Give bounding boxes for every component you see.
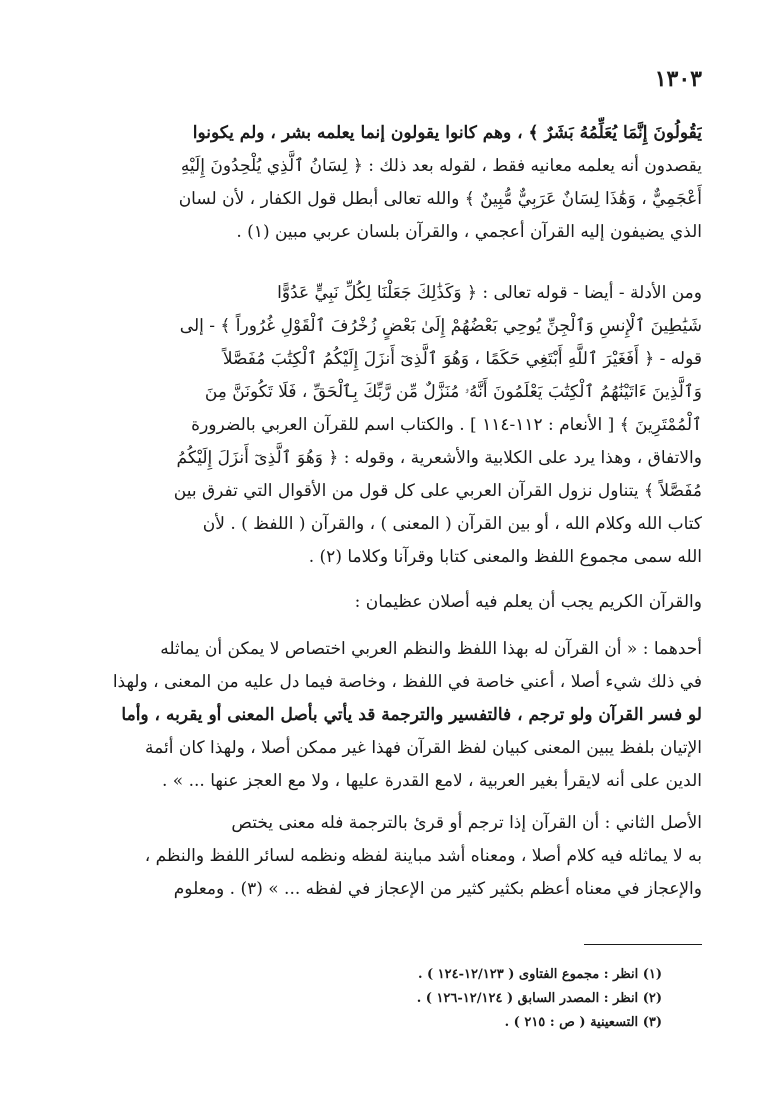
text-line: الله سمى مجموع اللفظ والمعنى كتابا وقرآنا وكلاما (٢) . — [308, 547, 702, 567]
text-line: ومن الأدلة - أيضا - قوله تعالى : ﴿ وَكَذَٰلِكَ جَعَلْنَا لِكُلِّ نَبِيٍّ عَدُوًّا — [277, 283, 702, 303]
book-page — [66, 0, 702, 1111]
text-line: كتاب الله وكلام الله ، أو بين القرآن ( المعنى ) ، والقرآن ( اللفظ ) . لأن — [202, 514, 702, 534]
text-line: به لا يماثله فيه كلام أصلا ، ومعناه أشد مباينة لفظه ونظمه لسائر اللفظ والنظم ، — [144, 846, 702, 866]
text-line: وَٱلَّذِينَ ءَاتَيْنَٰهُمُ ٱلْكِتَٰبَ يَعْلَمُونَ أَنَّهُۥ مُنَزَّلٌ مِّن رَّبِّكَ بِٱلْحَقِّ ، فَلَا تَكُونَنَّ مِنَ — [204, 382, 702, 402]
text-line: مُفَصَّلاً ﴾ يتناول نزول القرآن العربي على كل قول من الأقوال التي تفرق بين — [173, 481, 702, 501]
text-line: لو فسر القرآن ولو ترجم ، فالتفسير والترجمة قد يأتي بأصل المعنى أو يقربه ، وأما — [121, 705, 702, 725]
text-line: شَيَٰطِينَ ٱلْإِنسِ وَٱلْجِنِّ يُوحِي بَعْضُهُمْ إِلَىٰ بَعْضٍ زُخْرُفَ ٱلْقَوْلِ غُرُوراً ﴾ - إلى — [179, 316, 702, 336]
text-line: والقرآن الكريم يجب أن يعلم فيه أصلان عظيمان : — [354, 592, 702, 612]
footnote-2: (٢) انظر : المصدر السابق ( ١٢/١٢٤-١٢٦ ) . — [416, 991, 662, 1006]
paragraph-other-evidence — [66, 277, 702, 574]
paragraph-quran-non-arab-tongue — [66, 117, 702, 249]
text-line: الدين على أنه لايقرأ بغير العربية ، لامع القدرة عليها ، ولا مع العجز عنها ... » . — [161, 771, 702, 791]
paragraph-second-principle — [66, 807, 702, 906]
footnote-3: (٣) التسعينية ( ص : ٢١٥ ) . — [504, 1015, 662, 1030]
text-line: ٱلْمُمْتَرِينَ ﴾ [ الأنعام : ١١٢-١١٤ ] . والكتاب اسم للقرآن العربي بالضرورة — [191, 415, 702, 435]
text-line: يقصدون أنه يعلمه معانيه فقط ، لقوله بعد ذلك : ﴿ لِسَانُ ٱلَّذِي يُلْحِدُونَ إِلَيْهِ — [180, 156, 702, 176]
text-line: في ذلك شيء أصلا ، أعني خاصة في اللفظ ، وخاصة فيما دل عليه من المعنى ، ولهذا — [112, 672, 702, 692]
footnotes — [102, 963, 662, 1035]
page-number: ١٣٠٣ — [654, 66, 702, 92]
text-line: الأصل الثاني : أن القرآن إذا ترجم أو قرئ بالترجمة فله معنى يختص — [231, 813, 702, 833]
text-line: يَقُولُونَ إِنَّمَا يُعَلِّمُهُ بَشَرٌ ﴾ ، وهم كانوا يقولون إنما يعلمه بشر ، ولم يكونوا — [192, 123, 702, 143]
text-line: قوله - ﴿ أَفَغَيْرَ ٱللَّهِ أَبْتَغِي حَكَمًا ، وَهُوَ ٱلَّذِىٓ أَنزَلَ إِلَيْكُمُ ٱلْكِتَٰبَ مُفَصَّلاً — [222, 349, 702, 369]
text-line: أحدهما : « أن القرآن له بهذا اللفظ والنظم العربي اختصاص لا يمكن أن يماثله — [160, 639, 702, 659]
footnote-divider — [584, 944, 702, 945]
paragraph-two-principles — [66, 586, 702, 619]
text-line: الإتيان بلفظ يبين المعنى كبيان لفظ القرآن فهذا غير ممكن أصلا ، ولهذا كان أئمة — [145, 738, 702, 758]
text-line: أَعْجَمِيٌّ ، وَهَٰذَا لِسَانٌ عَرَبِيٌّ مُّبِينٌ ﴾ والله تعالى أبطل قول الكفار ، لأن لسان — [178, 189, 702, 209]
paragraph-first-principle — [66, 633, 702, 798]
footnote-1: (١) انظر : مجموع الفتاوى ( ١٢/١٢٣-١٢٤ ) . — [417, 967, 662, 982]
text-line: الذي يضيفون إليه القرآن أعجمي ، والقرآن بلسان عربي مبين (١) . — [236, 222, 702, 242]
text-line: والاتفاق ، وهذا يرد على الكلابية والأشعرية ، وقوله : ﴿ وَهُوَ ٱلَّذِىٓ أَنزَلَ إِلَيْكُمُ — [176, 448, 702, 468]
text-line: والإعجاز في معناه أعظم بكثير كثير من الإعجاز في لفظه ... » (٣) . ومعلوم — [173, 879, 702, 899]
